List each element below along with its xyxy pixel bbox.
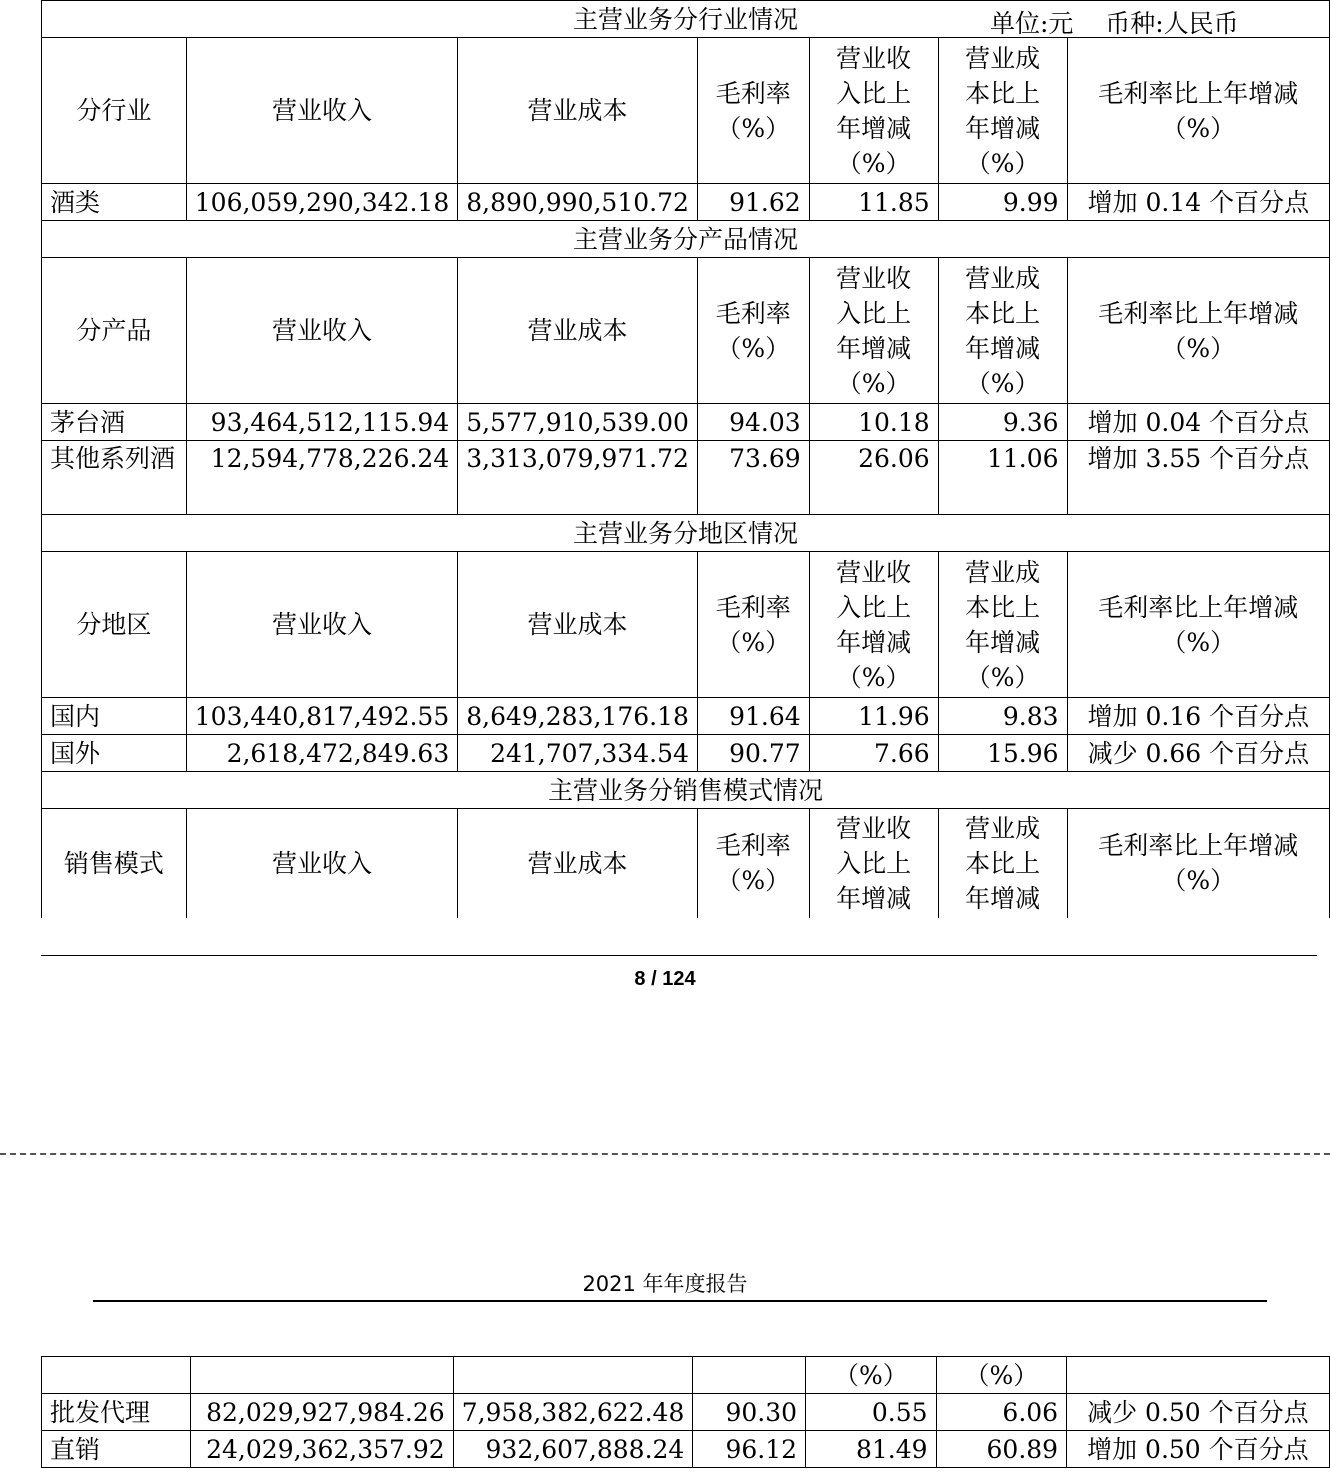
col-header-cost: 营业成本 (458, 809, 698, 918)
revenue-change-cell: 7.66 (809, 735, 938, 772)
header-row-industry (42, 38, 1330, 184)
cost-change-cell: 6.06 (936, 1394, 1067, 1431)
margin-cell: 94.03 (697, 404, 809, 441)
table-row (42, 735, 1330, 772)
cost-cell: 8,649,283,176.18 (458, 698, 698, 735)
table-row (42, 1431, 1330, 1468)
cost-change-cell: 9.83 (938, 698, 1067, 735)
col-header-margin: 毛利率 （%） (697, 258, 809, 404)
unit-currency-note: 单位:元 币种:人民币 (990, 9, 1239, 38)
cost-change-cell: 60.89 (936, 1431, 1067, 1468)
row-name: 国外 (42, 735, 187, 772)
col-header-revenue-change: 营业收 入比上 年增减 （%） (809, 258, 938, 404)
cost-cell: 241,707,334.54 (458, 735, 698, 772)
col-header-margin-change: 毛利率比上年增减 （%） (1067, 258, 1329, 404)
col-header-revenue-change-unit: （%） (806, 1357, 937, 1394)
col-header-revenue: 营业收入 (186, 552, 457, 698)
cost-change-cell: 15.96 (938, 735, 1067, 772)
col-header-cost-change: 营业成 本比上 年增减 （%） (938, 38, 1067, 184)
cost-change-cell: 9.99 (938, 184, 1067, 221)
table-row (42, 184, 1330, 221)
col-header-margin: 毛利率 （%） (697, 552, 809, 698)
margin-change-cell: 减少 0.66 个百分点 (1067, 735, 1329, 772)
header-row-continued (42, 1357, 1330, 1394)
revenue-cell: 24,029,362,357.92 (190, 1431, 453, 1468)
col-header-cost-change: 营业成 本比上 年增减 （%） (938, 258, 1067, 404)
revenue-change-cell: 10.18 (809, 404, 938, 441)
section-title-industry: 主营业务分行业情况 (42, 1, 1330, 38)
col-header-revenue-change: 营业收 入比上 年增减 （%） (809, 38, 938, 184)
margin-change-cell: 减少 0.50 个百分点 (1067, 1394, 1330, 1431)
page-number: 8 / 124 (634, 968, 696, 990)
cost-change-cell: 11.06 (938, 441, 1067, 515)
revenue-cell: 103,440,817,492.55 (186, 698, 457, 735)
row-name: 直销 (42, 1431, 191, 1468)
row-name: 国内 (42, 698, 187, 735)
col-header-margin-change: 毛利率比上年增减 （%） (1067, 552, 1329, 698)
cost-change-cell: 9.36 (938, 404, 1067, 441)
margin-cell: 91.64 (697, 698, 809, 735)
revenue-change-cell: 0.55 (806, 1394, 937, 1431)
cost-cell: 3,313,079,971.72 (458, 441, 698, 515)
cost-cell: 5,577,910,539.00 (458, 404, 698, 441)
revenue-change-cell: 81.49 (806, 1431, 937, 1468)
cost-cell: 8,890,990,510.72 (458, 184, 698, 221)
col-header-cost-change-unit: （%） (936, 1357, 1067, 1394)
header-rule (93, 1300, 1267, 1302)
col-header-revenue: 营业收入 (186, 809, 457, 918)
row-name: 批发代理 (42, 1394, 191, 1431)
col-header-revenue-change: 营业收 入比上 年增减 (809, 809, 938, 918)
table-row (42, 441, 1330, 515)
main-business-table (41, 0, 1330, 918)
margin-change-cell: 增加 0.14 个百分点 (1067, 184, 1329, 221)
revenue-cell: 82,029,927,984.26 (190, 1394, 453, 1431)
margin-change-cell: 增加 0.04 个百分点 (1067, 404, 1329, 441)
sales-mode-table-continued (41, 1356, 1330, 1468)
table-row (42, 404, 1330, 441)
col-header-margin-change: 毛利率比上年增减 （%） (1067, 38, 1329, 184)
revenue-cell: 93,464,512,115.94 (186, 404, 457, 441)
col-header-category: 分地区 (42, 552, 187, 698)
header-row-region (42, 552, 1330, 698)
margin-cell: 90.77 (697, 735, 809, 772)
col-header-revenue: 营业收入 (186, 258, 457, 404)
empty-header-cell (693, 1357, 806, 1394)
row-name: 茅台酒 (42, 404, 187, 441)
empty-header-cell (42, 1357, 191, 1394)
report-header: 2021 年年度报告 (582, 1272, 748, 1296)
margin-change-cell: 增加 0.16 个百分点 (1067, 698, 1329, 735)
revenue-cell: 12,594,778,226.24 (186, 441, 457, 515)
table-row (42, 1394, 1330, 1431)
section-title-region: 主营业务分地区情况 (42, 515, 1330, 552)
row-name: 其他系列酒 (42, 441, 187, 515)
revenue-change-cell: 26.06 (809, 441, 938, 515)
row-name: 酒类 (42, 184, 187, 221)
header-row-sales-mode (42, 809, 1330, 918)
margin-cell: 91.62 (697, 184, 809, 221)
revenue-change-cell: 11.85 (809, 184, 938, 221)
table-bottom-rule (41, 955, 1317, 956)
header-row-product (42, 258, 1330, 404)
col-header-cost: 营业成本 (458, 552, 698, 698)
col-header-cost-change: 营业成 本比上 年增减 （%） (938, 552, 1067, 698)
empty-header-cell (190, 1357, 453, 1394)
section-title-product: 主营业务分产品情况 (42, 221, 1330, 258)
page-break-divider (0, 1153, 1330, 1155)
col-header-margin: 毛利率 （%） (697, 38, 809, 184)
revenue-cell: 106,059,290,342.18 (186, 184, 457, 221)
margin-change-cell: 增加 0.50 个百分点 (1067, 1431, 1330, 1468)
empty-header-cell (453, 1357, 693, 1394)
section-title-sales-mode: 主营业务分销售模式情况 (42, 772, 1330, 809)
col-header-revenue: 营业收入 (186, 38, 457, 184)
margin-cell: 73.69 (697, 441, 809, 515)
col-header-category: 分产品 (42, 258, 187, 404)
margin-cell: 96.12 (693, 1431, 806, 1468)
revenue-change-cell: 11.96 (809, 698, 938, 735)
margin-change-cell: 增加 3.55 个百分点 (1067, 441, 1329, 515)
col-header-margin: 毛利率 （%） (697, 809, 809, 918)
table-row (42, 698, 1330, 735)
revenue-cell: 2,618,472,849.63 (186, 735, 457, 772)
col-header-revenue-change: 营业收 入比上 年增减 （%） (809, 552, 938, 698)
col-header-cost-change: 营业成 本比上 年增减 (938, 809, 1067, 918)
cost-cell: 7,958,382,622.48 (453, 1394, 693, 1431)
empty-header-cell (1067, 1357, 1330, 1394)
col-header-margin-change: 毛利率比上年增减 （%） (1067, 809, 1329, 918)
cost-cell: 932,607,888.24 (453, 1431, 693, 1468)
col-header-cost: 营业成本 (458, 258, 698, 404)
col-header-category: 销售模式 (42, 809, 187, 918)
col-header-cost: 营业成本 (458, 38, 698, 184)
col-header-category: 分行业 (42, 38, 187, 184)
margin-cell: 90.30 (693, 1394, 806, 1431)
